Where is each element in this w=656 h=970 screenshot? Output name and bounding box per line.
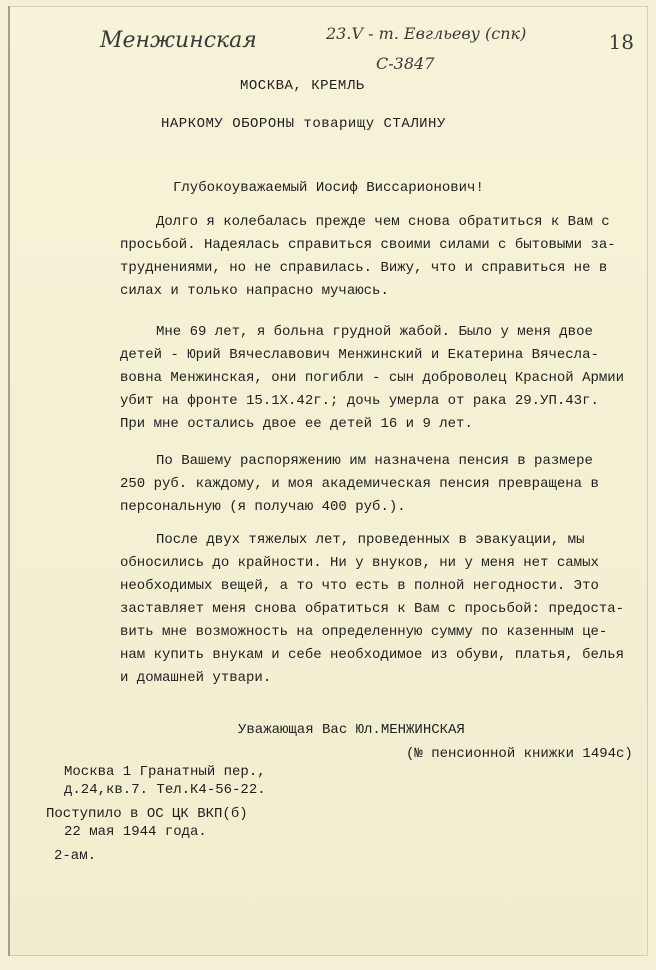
handwritten-registration: С-3847 bbox=[376, 54, 435, 73]
salutation: Глубокоуважаемый Иосиф Виссарионович! bbox=[173, 180, 484, 196]
paragraph-line: При мне остались двое ее детей 16 и 9 лет. bbox=[120, 416, 473, 432]
received-stamp-line-2: 22 мая 1944 года. bbox=[64, 824, 207, 840]
address-line-kremlin: МОСКВА, КРЕМЛЬ bbox=[240, 78, 365, 94]
paragraph-line: и домашней утвари. bbox=[120, 670, 272, 686]
paragraph-line: детей - Юрий Вячеславович Менжинский и Екатерина Вячесла- bbox=[120, 347, 599, 363]
paragraph-3 bbox=[120, 450, 636, 519]
paragraph-line: вить мне возможность на определенную сумму по казенным це- bbox=[120, 624, 608, 640]
paragraph-line: просьбой. Надеялась справиться своими силами с бытовыми за- bbox=[120, 237, 616, 253]
paragraph-line: убит на фронте 15.1Х.42г.; дочь умерла от рака 29.УП.43г. bbox=[120, 393, 599, 409]
paragraph-line: заставляет меня снова обратиться к Вам с просьбой: предоста- bbox=[120, 601, 625, 617]
paragraph-line: труднениями, но не справилась. Вижу, что и справиться не в bbox=[120, 260, 608, 276]
paragraph-line: обносились до крайности. Ни у внуков, ни у меня нет самых bbox=[120, 555, 599, 571]
paragraph-line: Мне 69 лет, я больна грудной жабой. Было у меня двое bbox=[156, 324, 593, 340]
paragraph-line: необходимых вещей, а то что есть в полной негодности. Это bbox=[120, 578, 599, 594]
letter-sheet bbox=[8, 6, 648, 956]
page-number: 18 bbox=[608, 30, 634, 54]
addressee-line: НАРКОМУ ОБОРОНЫ товарищу СТАЛИНУ bbox=[161, 116, 446, 132]
signature-line: Уважающая Вас Юл.МЕНЖИНСКАЯ bbox=[238, 722, 465, 738]
paragraph-line: По Вашему распоряжению им назначена пенсия в размере bbox=[156, 453, 593, 469]
paragraph-4 bbox=[120, 529, 636, 690]
paragraph-line: После двух тяжелых лет, проведенных в эвакуации, мы bbox=[156, 532, 585, 548]
paragraph-line: нам купить внукам и себе необходимое из обуви, платья, белья bbox=[120, 647, 625, 663]
pension-book-number: (№ пенсионной книжки 1494с) bbox=[406, 746, 633, 762]
paragraph-line: персональную (я получаю 400 руб.). bbox=[120, 499, 406, 515]
sheet-edge bbox=[8, 6, 10, 956]
paragraph-1 bbox=[120, 211, 636, 303]
paragraph-line: силах и только напрасно мучаюсь. bbox=[120, 283, 389, 299]
paragraph-line: вовна Менжинская, они погибли - сын доброволец Красной Армии bbox=[120, 370, 625, 386]
sender-address-line-1: Москва 1 Гранатный пер., bbox=[64, 764, 266, 780]
sender-address-line-2: д.24,кв.7. Тел.К4-56-22. bbox=[64, 782, 266, 798]
paragraph-line: Долго я колебалась прежде чем снова обратиться к Вам с bbox=[156, 214, 610, 230]
paragraph-2 bbox=[120, 321, 636, 436]
handwritten-note: 23.V - т. Евгльеву (спк) bbox=[326, 24, 527, 43]
received-stamp-line-1: Поступило в ОС ЦК ВКП(б) bbox=[46, 806, 248, 822]
handwritten-name: Менжинская bbox=[100, 28, 257, 53]
typist-initials: 2-ам. bbox=[54, 848, 97, 864]
paragraph-line: 250 руб. каждому, и моя академическая пенсия превращена в bbox=[120, 476, 599, 492]
